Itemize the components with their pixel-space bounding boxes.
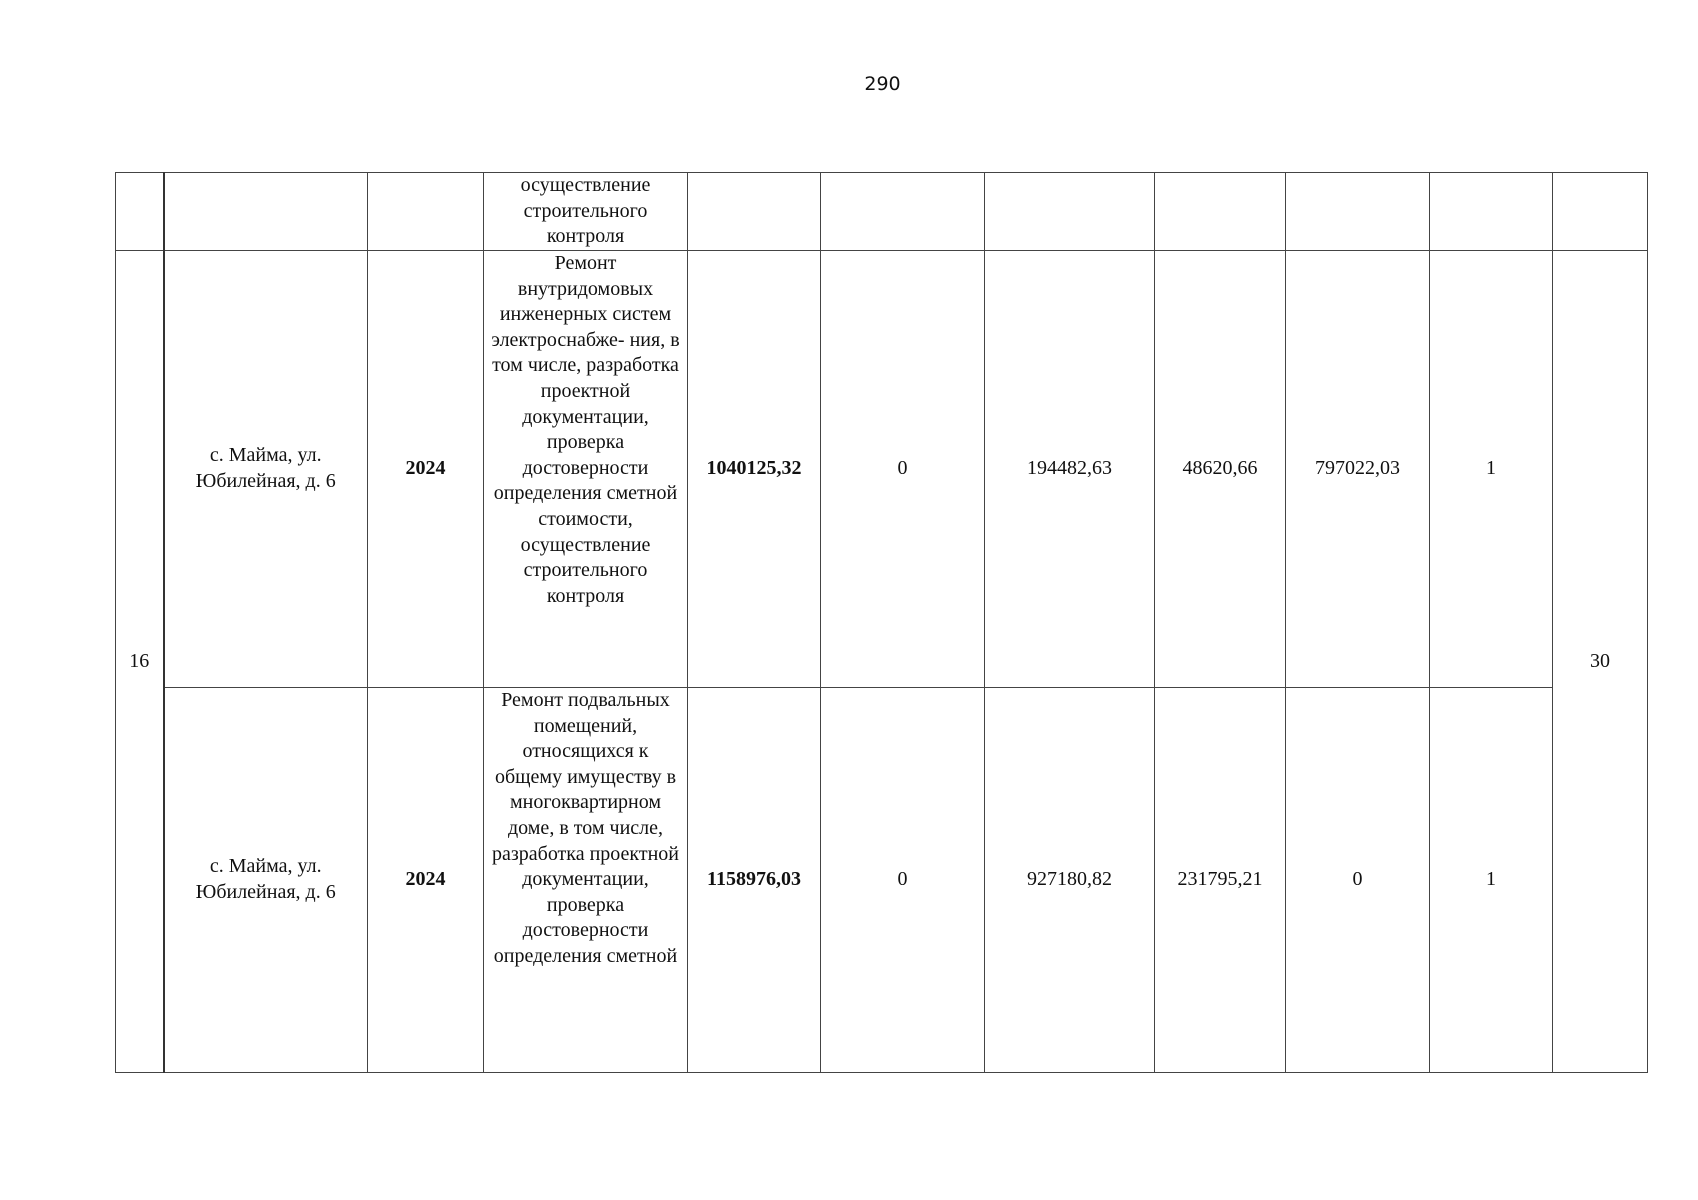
year-cell: 2024 (368, 251, 484, 688)
value-cell: 231795,21 (1155, 688, 1286, 1073)
address-cell: с. Майма, ул. Юбилейная, д. 6 (164, 688, 368, 1073)
value-cell (1155, 173, 1286, 251)
table-row (116, 251, 1648, 688)
value-cell: 0 (821, 688, 985, 1073)
index-cell (116, 173, 164, 251)
table-row (116, 173, 1648, 251)
last-value-cell: 30 (1553, 251, 1648, 1073)
value-cell (1553, 173, 1648, 251)
value-cell: 194482,63 (985, 251, 1155, 688)
total-cell: 1158976,03 (688, 688, 821, 1073)
value-cell: 1 (1430, 251, 1553, 688)
value-cell: 48620,66 (1155, 251, 1286, 688)
table-row (116, 688, 1648, 1073)
value-cell: 0 (821, 251, 985, 688)
total-cell: 1040125,32 (688, 251, 821, 688)
value-cell: 797022,03 (1286, 251, 1430, 688)
total-cell (688, 173, 821, 251)
capital-repair-table (115, 172, 1648, 1073)
value-cell: 1 (1430, 688, 1553, 1073)
year-cell: 2024 (368, 688, 484, 1073)
address-cell: с. Майма, ул. Юбилейная, д. 6 (164, 251, 368, 688)
value-cell: 927180,82 (985, 688, 1155, 1073)
value-cell: 0 (1286, 688, 1430, 1073)
description-cell: осуществление строительного контроля (484, 173, 688, 251)
address-cell (164, 173, 368, 251)
description-cell: Ремонт внутридомовых инженерных систем электроснабже- ния, в том числе, разработка проектной документации, проверка достоверности определения сметной стоимости, осуществление строительного контроля (484, 251, 688, 688)
value-cell (821, 173, 985, 251)
value-cell (1430, 173, 1553, 251)
value-cell (985, 173, 1155, 251)
description-cell: Ремонт подвальных помещений, относящихся к общему имуществу в многоквартирном доме, в том числе, разработка проектной документации, проверка достоверности определения сметной (484, 688, 688, 1073)
year-cell (368, 173, 484, 251)
value-cell (1286, 173, 1430, 251)
page-number: 290 (864, 73, 901, 95)
index-cell: 16 (116, 251, 164, 1073)
